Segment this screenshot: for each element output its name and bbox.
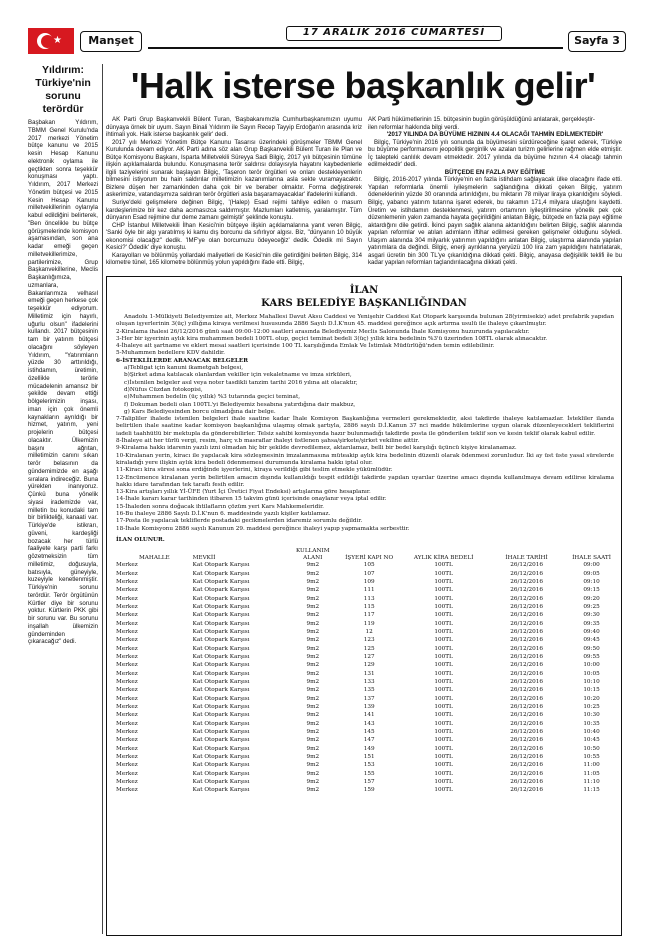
article-paragraph: 2017 yılı Merkezi Yönetim Bütçe Kanunu Tasarısı üzerindeki görüşmeler TBMM Genel Kurulunda devam ediyor. AK Parti adına söz alan Grup Başkanvekili Bülent Turan ile Plan ve Bütçe Komisyonu Başkanı, Isparta Milletvekili Süreyya Sadi Bilgiç, 2017 yılı bütçesinin tümüne ilişkin açıklamalarda bulundu. Konuşmasına terör saldırısı dolayısıyla hayatını kaybedenlerle ilgili taziyelerini sunarak başlayan Bilgiç, 'Taşeron terör örgütleri ve onları destekleyenlerin bilmesini istiyorum bu hain saldırılar milletimizin kazanımlarına asla sekte vuramayacaktır. Bizlere düşen her zamankinden daha çok bir ve beraber olmaktır. Forma değiştirerek askerimize, vatandaşımıza saldıran terör örgütleri asla başaramayacaklar' ifadelerini kullandı. <box>106 138 362 199</box>
table-row <box>116 770 616 778</box>
table-row <box>116 703 616 711</box>
table-cell: 105 <box>363 562 375 569</box>
notice-item: 9-Kiralama hakkı idarenin yazılı izni olmadan hiç bir şekilde devredilemez, aktarılamaz, belli bir bedel karşılığı üçüncü kişiye kiralanamaz. <box>116 445 517 452</box>
table-cell: 100TL <box>434 787 453 794</box>
table-cell: Merkez <box>116 779 138 786</box>
public-notice <box>106 276 622 936</box>
table-cell: 135 <box>363 687 375 694</box>
table-cell: 157 <box>363 779 375 786</box>
article-paragraph: AK Parti hükümetlerinin 15. bütçesinin bugün görüşüldüğünü anlatarak, gerçekleştir- <box>368 116 595 123</box>
table-cell: 159 <box>363 787 375 794</box>
table-cell: Kat Otopark Karşısı <box>192 779 250 786</box>
table-cell: Kat Otopark Karşısı <box>192 687 250 694</box>
table-cell: 10:05 <box>583 670 600 677</box>
table-cell: Merkez <box>116 695 138 702</box>
table-cell: Merkez <box>116 670 138 677</box>
column-header: İHALE SAATİ <box>572 554 611 561</box>
table-row <box>116 603 616 611</box>
notice-body <box>107 310 621 544</box>
notice-doc: c)İstenilen belgeler asıl veya noter tasdikli tanzim tarihi 2016 yılına ait olacaktır, <box>124 379 358 386</box>
issue-date: 17 ARALIK 2016 CUMARTESİ <box>286 26 502 41</box>
notice-item: 15-İhaleden sonra doğacak ihtilafların çözüm yeri Kars Mahkemeleridir. <box>116 503 324 510</box>
section-label: Manşet <box>80 31 142 52</box>
table-cell: 9m2 <box>306 645 320 652</box>
table-cell: 09:40 <box>583 628 600 635</box>
table-cell: 9m2 <box>306 612 320 619</box>
table-cell: Merkez <box>116 687 138 694</box>
table-cell: 26/12/2016 <box>510 662 543 669</box>
table-row <box>116 720 616 728</box>
table-cell: 26/12/2016 <box>510 587 543 594</box>
table-cell: 26/12/2016 <box>510 628 543 635</box>
table-cell: 9m2 <box>306 770 320 777</box>
table-cell: 09:30 <box>583 612 600 619</box>
page-number: Sayfa 3 <box>568 31 626 52</box>
table-cell: 9m2 <box>306 737 320 744</box>
table-cell: Kat Otopark Karşısı <box>192 562 250 569</box>
table-row <box>116 745 616 753</box>
notice-title: İLAN <box>349 285 379 296</box>
table-cell: 11:10 <box>583 779 600 786</box>
table-cell: 100TL <box>434 704 453 711</box>
table-cell: 100TL <box>434 620 453 627</box>
table-cell: 10:10 <box>583 679 600 686</box>
table-cell: 10:45 <box>583 737 600 744</box>
table-cell: 129 <box>363 662 375 669</box>
table-cell: 10:35 <box>583 720 600 727</box>
table-cell: Kat Otopark Karşısı <box>192 737 250 744</box>
side-article-body: Başbakan Yıldırım, TBMM Genel Kurulu'nda 2017 merkezi Yönetim bütçe kanunu ve 2015 kesin Hesap Kanunu elektronik oylama ile geçtikten sonra teşekkür konuşması yaptı. Yıldırım, 2017 Merkezi Yönetim bütçesi ve 2015 Kesin Hesap Kanunu milletvekillerinin oylarıyla kabul edildiğini belirterek, "Ben öncelikle bu bütçe görüşmelerinde komisyon aşamasından, son ana kadar emeği geçen milletvekillerimize, partilerimize, Grup Başkanvekillerine, Meclis Başkanlığımıza, uzmanlara, Bakanlarımıza velhasıl emeği geçen herkese çok teşekkür ediyorum. Milletimiz için hayırlı, uğurlu olsun" ifadelerini kullandı. 2017 bütçesinin tam bir yatırım bütçesi olacağını söyleyen Yıldırım, "Yatırımların yüzde 30 arttırıldığı, istihdamın, üretimin, özellikle terörle mücadelenin amansız bir şekilde devam ettiği bölgelerimizin inşası, imarı için çok önemli kaynakların ayrıldığı bir hizmet, yatırım, yeni projelerin bütçesi olacaktır. Ülkemizin başını ağrıtan, milletimizin canını sıkan terör belasının da gündemimizde en aşağı sıralara indireceğiz. Buna yürekten inanıyoruz. Çünkü buna yönelik siyasi irademizde var, milletin bu konudaki tam bir birlikteliği, kanaati var. Türkiye'de istikrarı, güveni, kardeşliği bozacak her türlü faaliyete karşı parti farkı gözetmeksizin tüm milletimiz, doğusuyla, batısıyla, güneyiyle, kuzeyiyle kenetlenmiştir. Türkiye'nin sorunu terördür. Terör örgütünün Kürtler diye bir sorunu yoktur. Kürtlerin PKK gibi bir sorunu var. Bu sorunu inşallah ülkemizin gündeminden çıkaracağız" dedi. <box>28 119 98 646</box>
table-cell: 26/12/2016 <box>510 720 543 727</box>
table-cell: 100TL <box>434 695 453 702</box>
table-cell: 9m2 <box>306 787 320 794</box>
article-paragraph: Bilgiç, 2016-2017 yılında Türkiye'nin en fazla istihdam sağlayacak ülke olacağını ifade etti. Yapılan reformlarla önemli iyileşmelerin sağlandığına dikkati çeken Bilgiç, yatırım ödeneklerinin yüzde 30 oranında artırıldığını, bu miktarın 78 milyar liraya çıkarıldığını söyledi. Bilgiç, yabancı yatırım tutarına işaret ederek, bu rakamın 171,4 milyara ulaştığını kaydetti. Üretim ve istihdamın desteklenmesi, yatırım ortamının iyileştirilmesine yönelik pek çok düzenlemenin yakın zamanda hayata geçirildiğini anlatan Bilgiç, bütçede en fazla payı eğitime aktardığını dile getirdi. İkinci payın sağlık alanına aktarıldığını belirten Bilgiç, sağlık alanında yapılan reformlar ve atılan adımların iftihar edilmesi gereken gelişmeler olduğunu söyledi. Ulaşım alanında 304 milyarlık yatırımın yapıldığını anlatan Bilgiç, ulaştırma alanında yapılan yatırımlara da değindi. Bilgiç, enerji ayrıklarına yeryüzü 100 lira zam yapıldığını hatırlatarak, asgari ücretin bin 300 TL'ye çıkarıldığına dikkati çekti. Bilgiç, anayasa değişiklik teklifi ile bu kadar yapılan reformları taçlandırılacağına dikkati çekti. <box>368 176 622 267</box>
notice-item: 5-Muhammen bedellere KDV dahildir. <box>116 350 225 357</box>
table-cell: 100TL <box>434 737 453 744</box>
article-paragraph: ilen reformlar hakkında bilgi verdi. <box>368 123 460 131</box>
table-row <box>116 753 616 761</box>
article-subheading: '2017 YILINDA DA BÜYÜME HIZININ 4.4 OLACAĞI TAHMİN EDİLMEKTEDİR' <box>386 131 604 139</box>
article-paragraph: Bilgiç, Türkiye'nin 2016 yılı sonunda da büyümesini sürdüreceğine işaret ederek, 'Türkiye bu büyüme performansını jeopolitik gerginlik ve azalan turizm gelirlerine rağmen elde etmiştir. İç talepteki canlılık devam etmektedir. 2017 yılında da büyüme hızının 4.4 olacağı tahmin edilmektedir' dedi. <box>368 138 622 169</box>
table-cell: 10:55 <box>583 754 600 761</box>
table-cell: Merkez <box>116 603 138 610</box>
table-cell: 26/12/2016 <box>510 737 543 744</box>
table-cell: 11:05 <box>583 770 600 777</box>
notice-paragraph: Anadolu 1-Mülkiyeti Belediyemize ait, Merkez Mahallesi Davut Aksu Caddesi ve Yenişehir Caddesi Kat Otopark karşısında bulunan 28(yirmisekiz) adet prefabrik yapıdan oluşan işyerlerinin 3(üç) yıllığına kiraya verilmesi hususunda 2886 Sayılı D.İ.K'nun 45. maddesi gereğince açık artırma usulü ile ihaleye çıkarılmıştır. <box>116 314 614 328</box>
table-row <box>116 678 616 686</box>
table-cell: 09:55 <box>583 653 600 660</box>
table-cell: 26/12/2016 <box>510 762 543 769</box>
notice-item: 11-Kiracı kira süresi sona erdiğinde işyerlerini, kiraya verildiği gibi teslim etmekle yükümlüdür. <box>116 467 393 474</box>
table-cell: 26/12/2016 <box>510 704 543 711</box>
article-paragraph: Karayolları ve bölünmüş yollardaki maliyetleri de Kesici'nin dile getirdiğini belirten Bilgiç, 314 kilometre tünel, 165 kilometre bölünmüş yolun yapıldığını ifade etti. Bilgiç, <box>106 251 362 267</box>
table-cell: 9m2 <box>306 587 320 594</box>
table-cell: 26/12/2016 <box>510 670 543 677</box>
table-cell: 119 <box>363 620 375 627</box>
table-cell: Merkez <box>116 587 138 594</box>
notice-item: 18-İhale Komisyonu 2886 sayılı Kanunun 29. maddesi gereğince ihaleyi yapıp yapmamakta serbesttir. <box>116 525 410 532</box>
table-cell: 9m2 <box>306 570 320 577</box>
table-cell: 131 <box>363 670 375 677</box>
table-cell: Merkez <box>116 595 138 602</box>
table-cell: 100TL <box>434 595 453 602</box>
table-cell: Merkez <box>116 729 138 736</box>
notice-doc: g) Kars Belediyesinden borcu olmadığına dair belge. <box>124 408 276 415</box>
table-cell: Kat Otopark Karşısı <box>192 712 250 719</box>
column-divider <box>102 64 103 934</box>
table-cell: 26/12/2016 <box>510 603 543 610</box>
table-row <box>116 670 616 678</box>
table-cell: 09:00 <box>583 562 600 569</box>
table-cell: Merkez <box>116 628 138 635</box>
table-cell: 09:05 <box>583 570 600 577</box>
table-row <box>116 645 616 653</box>
table-cell: 10:00 <box>583 662 600 669</box>
table-cell: 100TL <box>434 729 453 736</box>
table-row <box>116 728 616 736</box>
table-cell: 9m2 <box>306 720 320 727</box>
table-cell: 9m2 <box>306 670 320 677</box>
table-row <box>116 561 616 569</box>
table-cell: 9m2 <box>306 679 320 686</box>
table-cell: Merkez <box>116 612 138 619</box>
table-cell: 26/12/2016 <box>510 620 543 627</box>
header-rule <box>148 47 563 49</box>
table-cell: 125 <box>363 645 375 652</box>
notice-doc: d)Nüfus Cüzdan fotokopisi, <box>124 386 203 393</box>
table-cell: 109 <box>363 578 375 585</box>
table-cell: 9m2 <box>306 578 320 585</box>
table-cell: Kat Otopark Karşısı <box>192 620 250 627</box>
table-row <box>116 761 616 769</box>
table-cell: 26/12/2016 <box>510 570 543 577</box>
table-cell: Kat Otopark Karşısı <box>192 745 250 752</box>
table-row <box>116 620 616 628</box>
table-cell: Merkez <box>116 787 138 794</box>
column-header: KULLANIM ALANI <box>296 548 330 561</box>
table-cell: 26/12/2016 <box>510 645 543 652</box>
notice-doc: b)Şirket adına katılacak olanlardan vekiller için vekaletname ve imza sirküleri, <box>124 372 352 379</box>
table-cell: 100TL <box>434 662 453 669</box>
table-cell: 9m2 <box>306 653 320 660</box>
table-cell: 26/12/2016 <box>510 679 543 686</box>
table-cell: 100TL <box>434 754 453 761</box>
table-cell: 9m2 <box>306 603 320 610</box>
notice-item: 14-İhale kararı karar tarihinden itibaren 15 takvim günü içerisinde onaylanır veya iptal edilir. <box>116 496 387 503</box>
table-row <box>116 736 616 744</box>
table-cell: 09:20 <box>583 595 600 602</box>
table-cell: Merkez <box>116 620 138 627</box>
table-cell: Kat Otopark Karşısı <box>192 628 250 635</box>
table-cell: Kat Otopark Karşısı <box>192 587 250 594</box>
table-cell: 26/12/2016 <box>510 687 543 694</box>
table-cell: 26/12/2016 <box>510 695 543 702</box>
table-cell: 100TL <box>434 670 453 677</box>
table-cell: Merkez <box>116 645 138 652</box>
table-cell: 9m2 <box>306 729 320 736</box>
table-cell: 11:15 <box>583 787 600 794</box>
column-header: MAHALLE <box>138 554 170 561</box>
table-cell: 10:40 <box>583 729 600 736</box>
table-cell: Merkez <box>116 704 138 711</box>
table-cell: 133 <box>363 679 375 686</box>
table-cell: 127 <box>363 653 375 660</box>
table-cell: 9m2 <box>306 779 320 786</box>
table-cell: Merkez <box>116 562 138 569</box>
table-cell: Kat Otopark Karşısı <box>192 612 250 619</box>
table-row <box>116 570 616 578</box>
table-cell: 100TL <box>434 653 453 660</box>
table-cell: Merkez <box>116 662 138 669</box>
table-cell: 9m2 <box>306 628 320 635</box>
table-cell: Kat Otopark Karşısı <box>192 670 250 677</box>
table-cell: Kat Otopark Karşısı <box>192 770 250 777</box>
table-cell: 11:00 <box>583 762 600 769</box>
table-row <box>116 786 616 794</box>
notice-item: 8-İhaleye ait her türlü vergi, resim, harç v.b masraflar ihaleyi üstlenen şahsa/şirkete/şirket vekiline aittir. <box>116 438 420 445</box>
table-row <box>116 586 616 594</box>
table-cell: 100TL <box>434 712 453 719</box>
side-article-title: Yıldırım: Türkiye'nin sorunu terördür <box>35 64 91 115</box>
table-cell: Merkez <box>116 712 138 719</box>
table-cell: 100TL <box>434 603 453 610</box>
notice-item: 3-Her bir işyerinin aylık kira muhammen bedeli 100TL olup, geçici teminat bedeli 3(üç) yıllık kira bedelinin %3'ü üzerinden 108TL olarak alınacaktır. <box>116 335 548 342</box>
column-header: MEVKİİ <box>192 554 216 561</box>
table-cell: 9m2 <box>306 562 320 569</box>
table-cell: 10:50 <box>583 745 600 752</box>
notice-item: 12-Encümence kiralanan yerin belirtilen amacın dışında kullanıldığı tespit edildiği takdirde yapılan uyarılar üzerine amacı dışında kullanılmaya devam edilirse kiralama hakkı idare tarafından tek taraflı fesih edilir. <box>116 474 614 488</box>
notice-item: 4-İhaleye ait şartname ve ekleri mesai saatleri içerisinde 100 TL karşılığında Emlak Ve İstimlak Müdürlüğü'nden temin edilebilinir. <box>116 343 495 350</box>
table-cell: 100TL <box>434 645 453 652</box>
table-cell: 26/12/2016 <box>510 653 543 660</box>
table-cell: 111 <box>363 587 375 594</box>
notice-item: 16-Bu ihaleye 2886 Sayılı D.İ.K'nun 6. maddesinde yazılı kişiler katılamaz. <box>116 511 331 518</box>
turkish-flag-icon: ★ <box>28 28 74 54</box>
table-cell: Kat Otopark Karşısı <box>192 754 250 761</box>
table-cell: 145 <box>363 729 375 736</box>
table-cell: 100TL <box>434 570 453 577</box>
table-row <box>116 636 616 644</box>
table-cell: 141 <box>363 712 375 719</box>
table-cell: Kat Otopark Karşısı <box>192 695 250 702</box>
table-cell: 26/12/2016 <box>510 562 543 569</box>
table-cell: 10:20 <box>583 695 600 702</box>
article-column-1 <box>106 116 362 272</box>
table-cell: 26/12/2016 <box>510 729 543 736</box>
notice-issuer: KARS BELEDİYE BAŞKANLIĞINDAN <box>261 298 467 309</box>
table-cell: Merkez <box>116 637 138 644</box>
table-cell: 115 <box>363 603 375 610</box>
table-cell: Merkez <box>116 762 138 769</box>
notice-item: 6-İSTEKLİLERDE ARANACAK BELGELER <box>116 357 248 364</box>
table-cell: 100TL <box>434 762 453 769</box>
notice-closing: İLAN OLUNUR. <box>116 536 165 543</box>
notice-item: 17-Posta ile yapılacak tekliflerde postadaki gecikmelerden idaremiz sorumlu değildir. <box>116 518 363 525</box>
table-cell: 9m2 <box>306 662 320 669</box>
table-cell: 26/12/2016 <box>510 754 543 761</box>
table-cell: 9m2 <box>306 595 320 602</box>
side-article <box>28 64 98 934</box>
table-cell: 117 <box>363 612 375 619</box>
table-cell: Kat Otopark Karşısı <box>192 578 250 585</box>
table-cell: 100TL <box>434 562 453 569</box>
article-paragraph: AK Parti Grup Başkanvekili Bülent Turan, 'Başbakanımızla Cumhurbaşkanımızın uyumu dünyaya örnek bir uyum. Sayın Binali Yıldırım ile Sayın Recep Tayyip Erdoğan'ın arasında kriz ihtimali yok. Halk isterse başkanlık gelir' dedi. <box>106 116 362 139</box>
table-cell: 09:25 <box>583 603 600 610</box>
table-cell: 26/12/2016 <box>510 745 543 752</box>
table-cell: 9m2 <box>306 704 320 711</box>
table-cell: Kat Otopark Karşısı <box>192 729 250 736</box>
table-cell: 26/12/2016 <box>510 637 543 644</box>
table-row <box>116 595 616 603</box>
table-cell: 10:25 <box>583 704 600 711</box>
table-row <box>116 686 616 694</box>
table-cell: Merkez <box>116 679 138 686</box>
table-cell: 10:30 <box>583 712 600 719</box>
table-cell: Merkez <box>116 720 138 727</box>
table-cell: 9m2 <box>306 637 320 644</box>
article-column-2 <box>368 116 622 272</box>
table-cell: Kat Otopark Karşısı <box>192 603 250 610</box>
table-cell: 107 <box>363 570 375 577</box>
table-row <box>116 611 616 619</box>
table-cell: Kat Otopark Karşısı <box>192 704 250 711</box>
article-paragraph: Suriye'deki gelişmelere değinen Bilgiç, '(Halep) Esad rejimi tahliye edilen o masum kardeşlerimize bir kez daha acımasızca saldırmıştır. Mazlumları katletmiş, yaralamıştır. Tüm dünyanın Esad rejimine dur deme zamanı gelmiştir' şeklinde konuştu. <box>106 199 362 222</box>
table-cell: 151 <box>363 754 375 761</box>
table-cell: Merkez <box>116 745 138 752</box>
table-cell: 9m2 <box>306 745 320 752</box>
article-subheading: BÜTÇEDE EN FAZLA PAY EĞİTİME <box>444 168 546 176</box>
table-cell: 100TL <box>434 687 453 694</box>
page-header <box>28 26 618 56</box>
table-cell: 100TL <box>434 578 453 585</box>
main-headline: 'Halk isterse başkanlık gelir' <box>130 65 596 106</box>
table-cell: 149 <box>363 745 375 752</box>
notice-item: 10-Kiralanan yerin, kiracı ile yapılacak kira sözleşmesinin imzalanmasına müteakip aylık kira bedelinin düzenli olarak ödenmesi zorunludur. İki ay üst üste yasal sürelerde kiraladığı yere ilişkin aylık kira bedeli ödenmemesi durumunda kiralama hakkı iptal olur. <box>116 452 614 466</box>
table-cell: Merkez <box>116 737 138 744</box>
table-cell: 09:15 <box>583 587 600 594</box>
table-cell: 26/12/2016 <box>510 578 543 585</box>
table-cell: 09:10 <box>583 578 600 585</box>
table-row <box>116 661 616 669</box>
notice-item: 13-Kira artışları yıllık Yİ-ÜFE (Yurt İçi Üretici Fiyat Endeksi) artışlarına göre hesaplanır. <box>116 489 371 496</box>
notice-doc: e)Muhammen bedelin (üç yıllık) %3 tutarında geçici teminat, <box>124 394 301 401</box>
table-cell: Kat Otopark Karşısı <box>192 645 250 652</box>
table-cell: Merkez <box>116 653 138 660</box>
table-cell: Merkez <box>116 754 138 761</box>
table-cell: 9m2 <box>306 620 320 627</box>
table-cell: 09:45 <box>583 637 600 644</box>
table-cell: 100TL <box>434 612 453 619</box>
table-cell: 147 <box>363 737 375 744</box>
table-cell: Kat Otopark Karşısı <box>192 679 250 686</box>
table-cell: 123 <box>363 637 375 644</box>
tender-table-body <box>116 561 616 795</box>
table-cell: 10:15 <box>583 687 600 694</box>
table-row <box>116 628 616 636</box>
table-cell: 9m2 <box>306 754 320 761</box>
table-cell: 137 <box>363 695 375 702</box>
table-cell: Kat Otopark Karşısı <box>192 662 250 669</box>
table-cell: 9m2 <box>306 695 320 702</box>
notice-item: 2-Kiralama ihalesi 26/12/2016 günü saat 09:00-12:00 saatleri arasında Belediyemiz Meclis Salonunda İhale Komisyonu huzurunda yapılacaktır. <box>116 328 530 335</box>
table-cell: Kat Otopark Karşısı <box>192 653 250 660</box>
table-row <box>116 578 616 586</box>
table-cell: Kat Otopark Karşısı <box>192 720 250 727</box>
table-cell: 153 <box>363 762 375 769</box>
notice-doc: a)Tebligat için kanuni ikametgah belgesi, <box>124 365 244 372</box>
table-cell: Merkez <box>116 570 138 577</box>
table-row <box>116 778 616 786</box>
table-cell: 9m2 <box>306 687 320 694</box>
table-cell: 100TL <box>434 679 453 686</box>
table-cell: 100TL <box>434 628 453 635</box>
table-cell: 26/12/2016 <box>510 595 543 602</box>
table-cell: 100TL <box>434 779 453 786</box>
table-cell: 113 <box>363 595 375 602</box>
table-cell: 9m2 <box>306 762 320 769</box>
tender-table <box>116 548 616 795</box>
tender-table-header <box>116 548 616 561</box>
column-header: İŞYERİ KAPI NO <box>345 554 394 561</box>
notice-doc: f) Dokuman bedeli olan 100TL'yi Belediyemiz hesabına yatırdığına dair makbuz, <box>124 401 356 408</box>
table-cell: 155 <box>363 770 375 777</box>
table-row <box>116 653 616 661</box>
article-paragraph: CHP İstanbul Milletvekili İlhan Kesici'nin bütçeye ilişkin açıklamalarına yanıt veren Bilgiç, 'Sanki öyle bir algı yaratılmış ki kamu dış borcunu da sıfırlıyor algısı. Biz, "dünyanın 10 büyük ekonomisi olacağız" dedik. 'IMF'ye olan borcumuzu ödeyeceğiz' dedik. Ödedik mi Sayın Kesici?' Ödedik' diye konuştu. <box>106 221 362 252</box>
column-header: AYLIK KİRA BEDELİ <box>413 554 474 561</box>
table-cell: 26/12/2016 <box>510 770 543 777</box>
table-cell: 09:35 <box>583 620 600 627</box>
table-cell: Kat Otopark Karşısı <box>192 570 250 577</box>
table-cell: Kat Otopark Karşısı <box>192 787 250 794</box>
table-cell: 12 <box>365 628 373 635</box>
table-row <box>116 695 616 703</box>
table-cell: 100TL <box>434 745 453 752</box>
table-cell: Kat Otopark Karşısı <box>192 762 250 769</box>
table-cell: Merkez <box>116 770 138 777</box>
table-cell: 26/12/2016 <box>510 712 543 719</box>
table-cell: 26/12/2016 <box>510 787 543 794</box>
table-cell: 09:50 <box>583 645 600 652</box>
table-cell: 139 <box>363 704 375 711</box>
table-cell: 26/12/2016 <box>510 779 543 786</box>
table-cell: Merkez <box>116 578 138 585</box>
table-cell: Kat Otopark Karşısı <box>192 595 250 602</box>
table-cell: 26/12/2016 <box>510 612 543 619</box>
table-cell: 143 <box>363 720 375 727</box>
table-cell: 100TL <box>434 770 453 777</box>
table-row <box>116 711 616 719</box>
table-cell: 100TL <box>434 720 453 727</box>
column-header: İHALE TARİHİ <box>505 554 548 561</box>
notice-item: 7-Talipliler ihalede istenilen belgeleri ihale saatine kadar İhale Komisyon Başkanlığına vermeleri gerekmektedir, aksi takdirde ihaleye katılamazlar. İstekliler ilanda belirtilen ihale saatine kadar komisyon başkanlığına ulaşmış olmak şartıyla, 2886 sayılı D.İ.Kanun 37 nci madde hükümlerine uygun olarak düzenleyecekleri tekliflerini iadeli taahhütlü bir mektupla da gönderebilirler. Telsiz sahibi komisyonda hazır bulunmadığı takdirde posta ile gönderilen teklif son ve kesin teklif olarak kabul edilir. <box>116 416 614 437</box>
table-cell: 100TL <box>434 587 453 594</box>
table-cell: 100TL <box>434 637 453 644</box>
table-cell: 9m2 <box>306 712 320 719</box>
table-cell: Kat Otopark Karşısı <box>192 637 250 644</box>
